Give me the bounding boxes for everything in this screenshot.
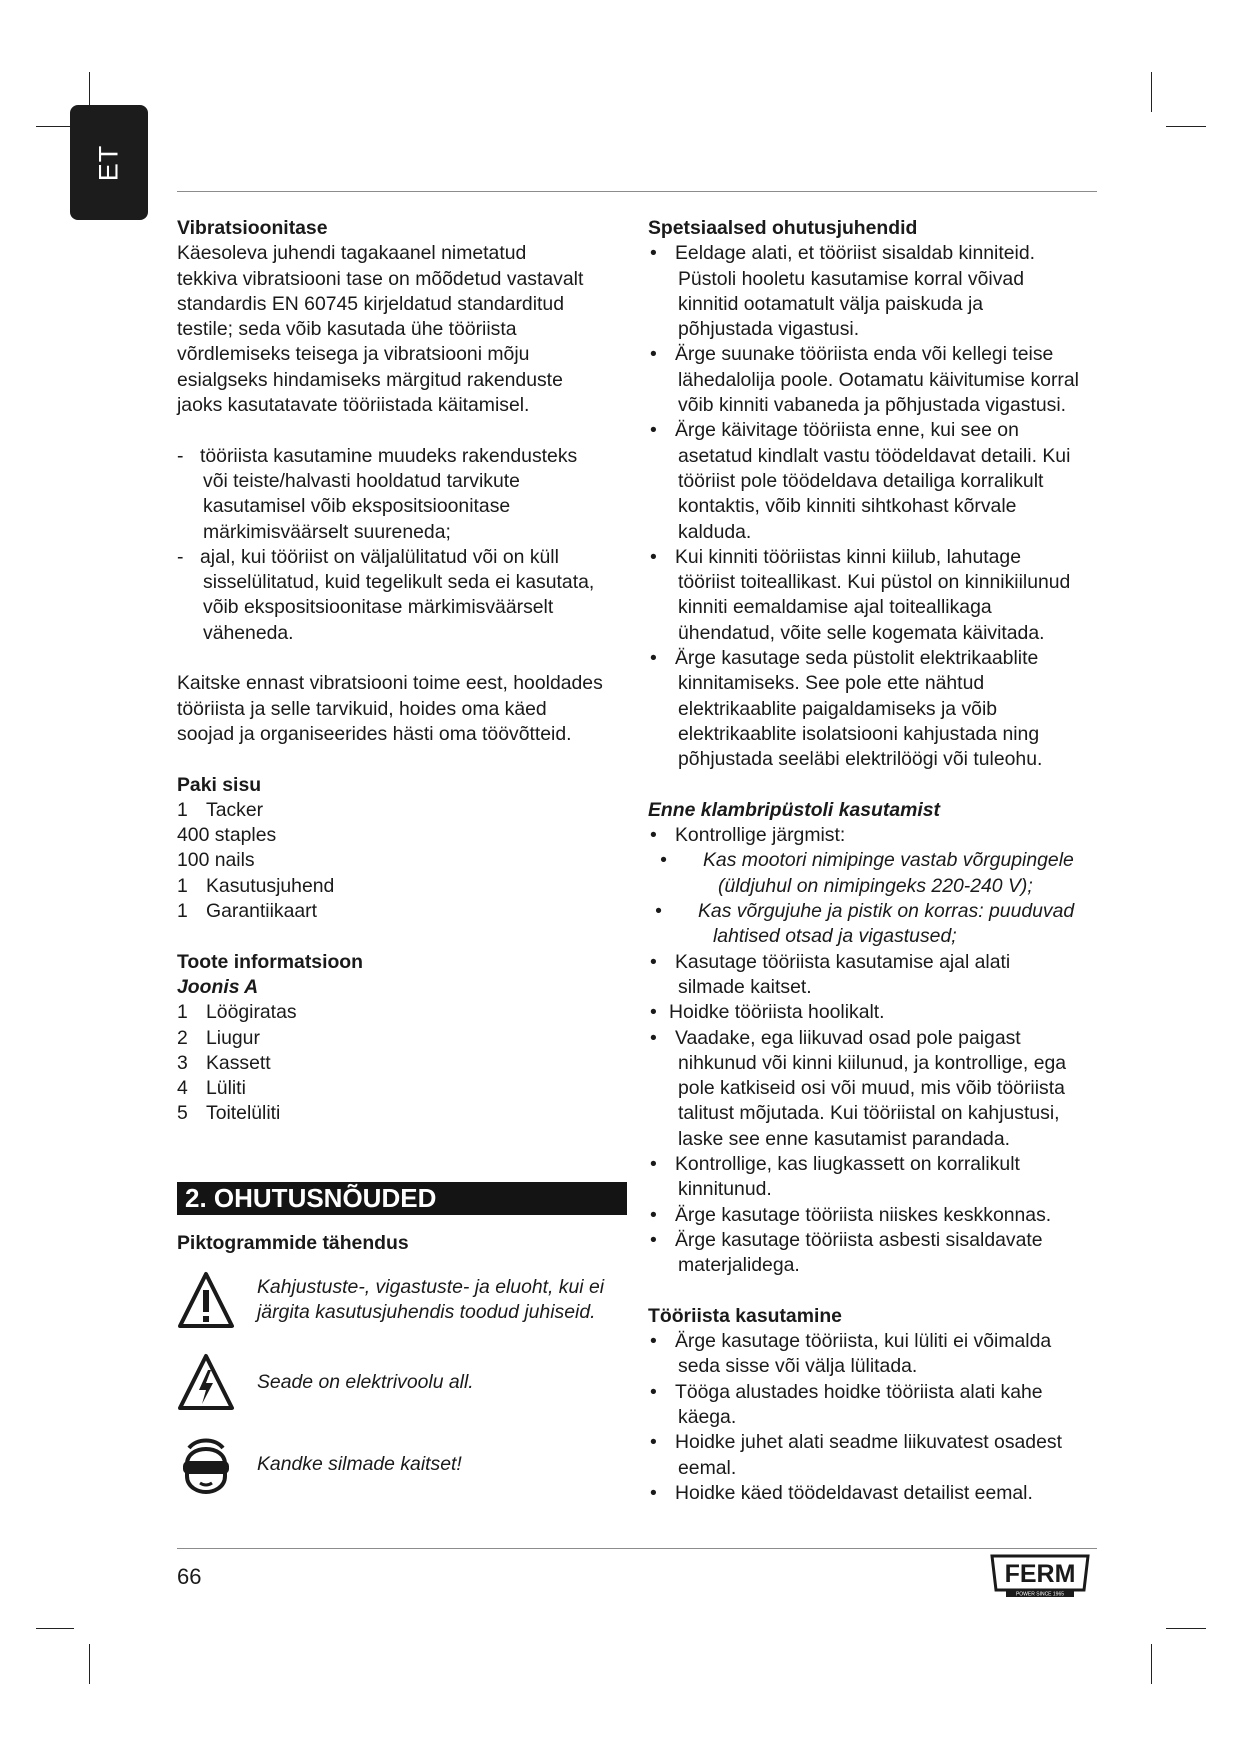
figure-label: Joonis A — [177, 975, 259, 998]
list-item: 400 staples — [177, 824, 277, 847]
crop-mark — [89, 1644, 90, 1684]
list-item: 1 Löögiratas — [177, 1001, 297, 1024]
text-line: • Kontrollige, kas liugkassett on korralikult — [675, 1152, 1020, 1175]
bullet-item — [648, 1000, 1103, 1025]
text-line: - tööriista kasutamine muudeks rakendusteks — [177, 444, 627, 469]
list-item: 4 Lüliti — [177, 1077, 246, 1100]
text-line: • Ärge käivitage tööriista enne, kui see on — [675, 419, 1019, 442]
text-line: elektrikaablite isolatsiooni kahjustada ning — [678, 722, 1040, 745]
logo-wordmark: FERM — [1004, 1560, 1076, 1588]
text-line: • Tööga alustades hoidke tööriista alati kahe — [675, 1380, 1043, 1403]
text-line: võib ekspositsioonitase märkimisväärselt — [203, 596, 554, 619]
crop-mark — [1166, 126, 1206, 127]
dash-item — [177, 545, 627, 646]
text-line: • Kui kinniti tööriistas kinni kiilub, lahutage — [675, 545, 1021, 568]
text-line: tööriist toiteallikast. Kui püstol on kinnikiilunud — [678, 571, 1071, 594]
safety-goggles-icon — [177, 1434, 235, 1494]
text-line: kinnitid ootamatult välja paiskuda ja — [678, 292, 984, 315]
sub-bullet-item — [648, 899, 1103, 950]
pictogram-row — [177, 1270, 627, 1330]
text-line: silmade kaitset. — [678, 975, 812, 998]
text-line: kinnitamiseks. See pole ette nähtud — [678, 672, 985, 695]
list-item: 1 Kasutusjuhend — [177, 874, 335, 897]
bullet-item — [648, 1430, 1103, 1481]
text-line: • Kontrollige järgmist: — [675, 824, 846, 847]
list-item: 3 Kassett — [177, 1051, 271, 1074]
list-item: 2 Liugur — [177, 1026, 260, 1049]
header-rule — [177, 191, 1097, 192]
text-line: põhjustada vigastusi. — [678, 318, 860, 341]
text-line: seda sisse või välja lülitada. — [678, 1355, 918, 1378]
bullet-item — [648, 1026, 1103, 1152]
package-heading: Paki sisu — [177, 773, 262, 796]
protect-paragraph — [177, 671, 627, 747]
language-tab — [70, 105, 148, 220]
text-line: • Hoidke tööriista hoolikalt. — [669, 1001, 885, 1024]
bullet-item — [648, 342, 1103, 418]
pictogram-text — [257, 1275, 604, 1326]
pictogram-text: Kandke silmade kaitset! — [257, 1452, 462, 1475]
text-line: standardis EN 60745 kirjeldatud standarditud — [177, 292, 564, 315]
text-line: märkimisväärselt suureneda; — [203, 520, 451, 543]
bullet-item — [648, 646, 1103, 772]
bullet-item — [648, 1481, 1103, 1506]
list-item: 100 nails — [177, 849, 255, 872]
crop-mark — [1151, 1644, 1152, 1684]
language-code: ET — [93, 144, 124, 181]
section-heading-bar: 2. OHUTUSNÕUDED — [177, 1182, 627, 1215]
text-line: põhjustada seeläbi elektrilöögi või tuleohu. — [678, 748, 1043, 771]
text-line: kontaktis, võib kinniti sihtkohast kõrvale — [678, 495, 1017, 518]
text-line: lahtised otsad ja vigastused; — [713, 925, 957, 948]
bullet-item — [648, 1329, 1103, 1380]
text-line: käega. — [678, 1405, 737, 1428]
text-line: soojad ja organiseerides hästi oma töövõtteid. — [177, 722, 572, 745]
text-line: või teiste/halvasti hooldatud tarvikute — [203, 469, 520, 492]
text-line: pole katkiseid osi või muud, mis võib tööriista — [678, 1077, 1065, 1100]
text-line: • Eeldage alati, et tööriist sisaldab kinniteid. — [675, 242, 1036, 265]
text-line: asetatud kindlalt vastu töödeldavat detaili. Kui — [678, 444, 1071, 467]
text-line: võrdlemiseks teisega ja vibratsiooni mõju — [177, 343, 530, 366]
bullet-item — [648, 418, 1103, 544]
logo-tagline: POWER SINCE 1965 — [1015, 1591, 1065, 1598]
special-safety-heading: Spetsiaalsed ohutusjuhendid — [648, 217, 918, 239]
text-line: sisselülitatud, kuid tegelikult seda ei kasutata, — [203, 571, 595, 594]
bullet-item — [648, 1380, 1103, 1431]
text-line: esialgseks hindamiseks märgitud rakenduste — [177, 368, 563, 391]
text-line: • Kasutage tööriista kasutamise ajal alati — [675, 950, 1011, 973]
pictogram-row — [177, 1352, 627, 1412]
text-line: kinniti eemaldamise ajal toiteallikaga — [678, 596, 992, 619]
sub-bullet-item — [648, 848, 1103, 899]
crop-mark — [36, 1628, 74, 1629]
text-line: Kaitske ennast vibratsiooni toime eest, hooldades — [177, 672, 603, 695]
ferm-logo — [986, 1552, 1094, 1598]
page-number: 66 — [177, 1564, 202, 1589]
before-use-heading: Enne klambripüstoli kasutamist — [648, 798, 941, 821]
text-line: kinnitunud. — [678, 1178, 772, 1201]
left-column — [177, 216, 627, 1516]
text-line: kasutamisel võib ekspositsioonitase — [203, 495, 511, 518]
text-line: võib kinniti vabaneda ja põhjustada vigastusi. — [678, 394, 1067, 417]
pictogram-row — [177, 1434, 627, 1494]
text-line: Püstoli hooletu kasutamise korral võivad — [678, 267, 1024, 290]
text-line: ühendatud, võite selle kogemata käivitada. — [678, 621, 1045, 644]
text-line: tööriista ja selle tarvikuid, hoides oma käed — [177, 697, 547, 720]
bullet-item — [648, 545, 1103, 646]
vibration-paragraph — [177, 241, 627, 418]
text-line: nihkunud või kinni kiilunud, ja kontrollige, ega — [678, 1051, 1067, 1074]
text-line: testile; seda võib kasutada ühe tööriista — [177, 318, 517, 341]
text-line: • Ärge suunake tööriista enda või kellegi teise — [675, 343, 1054, 366]
text-line: laske see enne kasutamist parandada. — [678, 1127, 1011, 1150]
crop-mark — [1166, 1628, 1206, 1629]
bullet-item — [648, 1152, 1103, 1203]
crop-mark — [36, 126, 74, 127]
pictogram-heading: Piktogrammide tähendus — [177, 1231, 409, 1254]
text-line: • Vaadake, ega liikuvad osad pole paigast — [675, 1026, 1021, 1049]
vibration-heading: Vibratsioonitase — [177, 217, 328, 239]
text-line: • Hoidke käed töödeldavast detailist eemal. — [675, 1481, 1033, 1504]
electric-hazard-icon — [177, 1352, 235, 1412]
list-item: 5 Toitelüliti — [177, 1102, 281, 1125]
text-line: (üldjuhul on nimipingeks 220-240 V); — [718, 874, 1033, 897]
text-line: väheneda. — [203, 621, 294, 644]
right-column — [648, 216, 1103, 1506]
package-list — [177, 798, 627, 924]
bullet-item — [648, 823, 1103, 848]
text-line: kalduda. — [678, 520, 752, 543]
bullet-item — [648, 1228, 1103, 1279]
text-line: • Kas võrgujuhe ja pistik on korras: puuduvad — [698, 900, 1075, 923]
text-line: eemal. — [678, 1456, 737, 1479]
text-line: Kahjustuste-, vigastuste- ja eluoht, kui ei — [257, 1275, 605, 1298]
dash-item — [177, 444, 627, 545]
bullet-item — [648, 1203, 1103, 1228]
bullet-item — [648, 950, 1103, 1001]
text-line: jaoks kasutatavate tööriistada käitamisel. — [177, 394, 530, 417]
text-line: • Hoidke juhet alati seadme liikuvatest osadest — [675, 1431, 1062, 1454]
tool-usage-heading: Tööriista kasutamine — [648, 1304, 842, 1327]
product-info-heading: Toote informatsioon — [177, 950, 363, 973]
text-line: • Ärge kasutage seda püstolit elektrikaablite — [675, 647, 1039, 670]
text-line: lähedalolija poole. Ootamatu käivitumise korral — [678, 368, 1079, 391]
footer-rule — [177, 1548, 1097, 1549]
text-line: elektrikaablite paigaldamiseks ja võib — [678, 697, 998, 720]
text-line: • Ärge kasutage tööriista niiskes keskkonnas. — [675, 1203, 1052, 1226]
list-item: 1 Garantiikaart — [177, 900, 318, 923]
text-line: - ajal, kui tööriist on väljalülitatud või on küll — [177, 545, 627, 570]
text-line: materjalidega. — [678, 1254, 800, 1277]
text-line: tekkiva vibratsiooni tase on mõõdetud vastavalt — [177, 267, 584, 290]
text-line: tööriist pole töödeldava detailiga korralikult — [678, 469, 1044, 492]
bullet-item — [648, 241, 1103, 342]
text-line: Käesoleva juhendi tagakaanel nimetatud — [177, 242, 527, 265]
pictogram-text: Seade on elektrivoolu all. — [257, 1370, 474, 1393]
warning-icon — [177, 1270, 235, 1330]
text-line: • Ärge kasutage tööriista asbesti sisaldavate — [675, 1228, 1043, 1251]
text-line: • Kas mootori nimipinge vastab võrgupingele — [703, 849, 1074, 872]
text-line: järgita kasutusjuhendis toodud juhiseid. — [257, 1301, 596, 1324]
crop-mark — [1151, 72, 1152, 112]
parts-list — [177, 1000, 627, 1126]
text-line: talitust mõjutada. Kui tööriistal on kahjustusi, — [678, 1102, 1060, 1125]
text-line: • Ärge kasutage tööriista, kui lüliti ei võimalda — [675, 1330, 1052, 1353]
list-item: 1 Tacker — [177, 798, 264, 821]
